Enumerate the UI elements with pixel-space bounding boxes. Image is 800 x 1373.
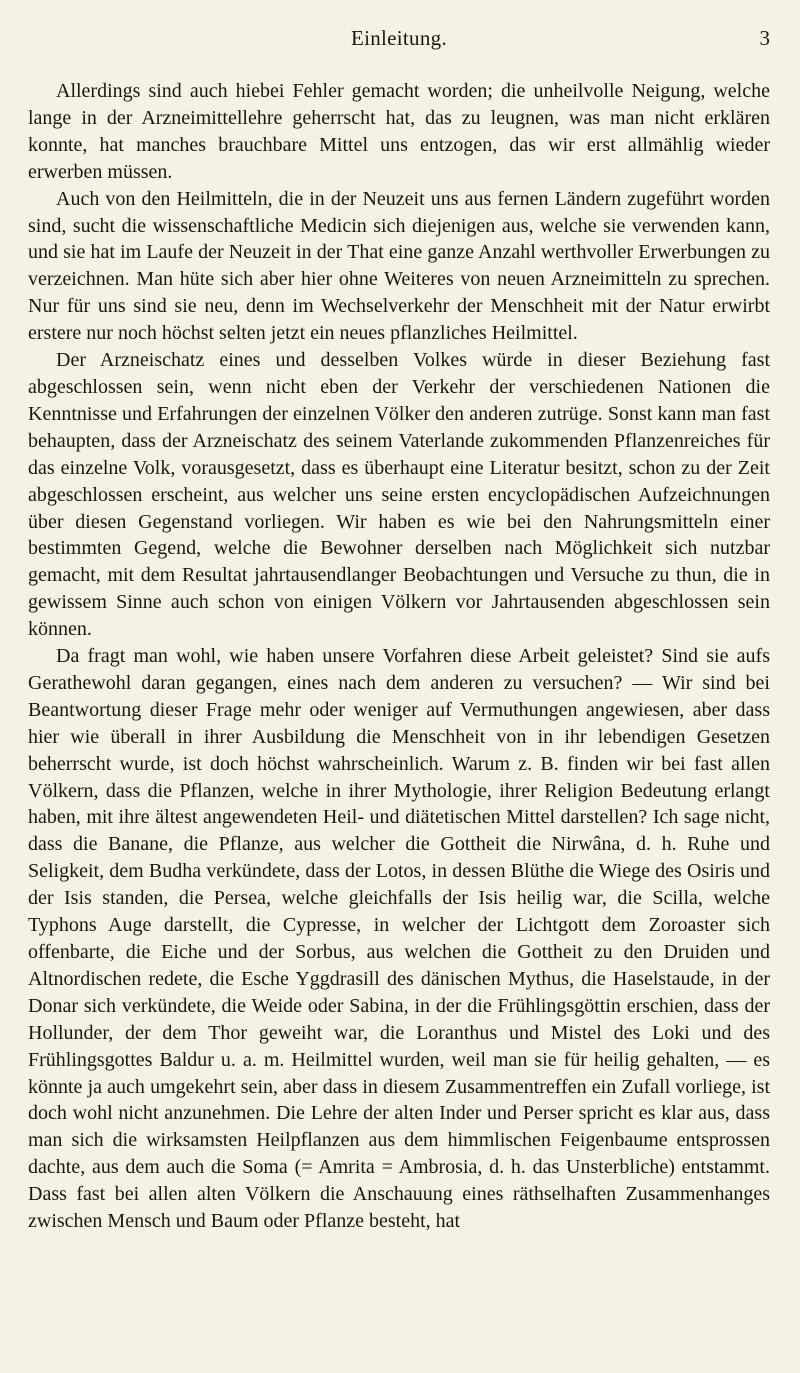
paragraph: Der Arzneischatz eines und desselben Volkes würde in dieser Beziehung fast abgeschlossen sein, wenn nicht eben der Verkehr der verschiedenen Nationen die Kenntnisse und Erfahrungen der einzelnen Völker den anderen zutrüge. Sonst kann man fast behaupten, dass der Arzneischatz des seinem Vaterlande zukommenden Pflanzenreiches für das einzelne Volk, vorausgesetzt, dass es überhaupt eine Literatur besitzt, schon zu der Zeit abgeschlossen erscheint, aus welcher uns seine ersten encyclopädischen Aufzeichnungen über diesen Gegenstand vorliegen. Wir haben es wie bei den Nahrungsmitteln einer bestimmten Gegend, welche die Bewohner derselben nach Möglichkeit sich nutzbar gemacht, mit dem Resultat jahrtausendlanger Beobachtungen und Versuche zu thun, die in gewissem Sinne auch schon von einigen Völkern vor Jahrtausenden abgeschlossen sein können. — [28, 349, 770, 641]
page-number: 3 — [759, 26, 770, 50]
paragraph: Auch von den Heilmitteln, die in der Neuzeit uns aus fernen Ländern zugeführt worden sind, sucht die wissenschaftliche Medicin sich diejenigen aus, welche sie verwenden kann, und sie hat im Laufe der Neuzeit in der That eine ganze Anzahl werthvoller Erwerbungen zu verzeichnen. Man hüte sich aber hier ohne Weiteres von neuen Arzneimitteln zu sprechen. Nur für uns sind sie neu, denn im Wechselverkehr der Menschheit mit der Natur erwirbt erstere nur noch höchst selten jetzt ein neues pflanzliches Heilmittel. — [28, 187, 770, 345]
paragraph: Allerdings sind auch hiebei Fehler gemacht worden; die unheilvolle Neigung, welche lange in der Arzneimittellehre geherrscht hat, das zu leugnen, was man nicht erklären konnte, hat manches brauchbare Mittel uns entzogen, das wir erst allmählig wieder erwerben müssen. — [28, 80, 770, 183]
paragraph: Da fragt man wohl, wie haben unsere Vorfahren diese Arbeit geleistet? Sind sie aufs Gerathewohl daran gegangen, eines nach dem anderen zu versuchen? — Wir sind bei Beantwortung dieser Frage mehr oder weniger auf Vermuthungen angewiesen, aber dass hier wie überall in ihrer Ausbildung die Menschheit von in ihr lebendigen Gesetzen beherrscht wurde, ist doch höchst wahrscheinlich. Warum z. B. finden wir bei fast allen Völkern, dass die Pflanzen, welche in ihrer Mythologie, ihrer Religion Bedeutung erlangt haben, mit ihre ältest angewendeten Heil- und diätetischen Mittel darstellen? Ich sage nicht, dass die Banane, die Pflanze, aus welcher die Gottheit die Nirwâna, d. h. Ruhe und Seligkeit, dem Budha verkündete, dass der Lotos, in dessen Blüthe die Wiege des Osiris und der Isis standen, die Persea, welche gleichfalls der Isis heilig war, die Scilla, welche Typhons Auge darstellt, die Cypresse, in welcher der Lichtgott dem Zoroaster sich offenbarte, die Eiche und der Sorbus, aus welchen die Gottheit zu den Druiden und Altnordischen redete, die Esche Yggdrasill des dänischen Mythus, die Haselstaude, in der Donar sich verkündete, die Weide oder Sabina, in der die Frühlingsgöttin erschien, dass der Hollunder, der dem Thor geweiht war, die Loranthus und Mistel des Loki und des Frühlingsgottes Baldur u. a. m. Heilmittel wurden, weil man sie für heilig gehalten, — es könnte ja auch umgekehrt sein, aber dass in diesem Zusammentreffen ein Zufall vorliege, ist doch wohl nicht anzunehmen. Die Lehre der alten Inder und Perser spricht es klar aus, dass man sich die wirksamsten Heilpflanzen aus dem himmlischen Feigenbaume entsprossen dachte, aus dem auch die Soma (= Amrita = Ambrosia, d. h. das Unsterbliche) entstammt. Dass fast bei allen alten Völkern die Anschauung eines räthselhaften Zusammenhanges zwischen Mensch und Baum oder Pflanze besteht, hat — [28, 645, 770, 1233]
running-header — [28, 26, 770, 56]
chapter-title: Einleitung. — [350, 26, 448, 50]
body-text — [28, 78, 770, 1235]
